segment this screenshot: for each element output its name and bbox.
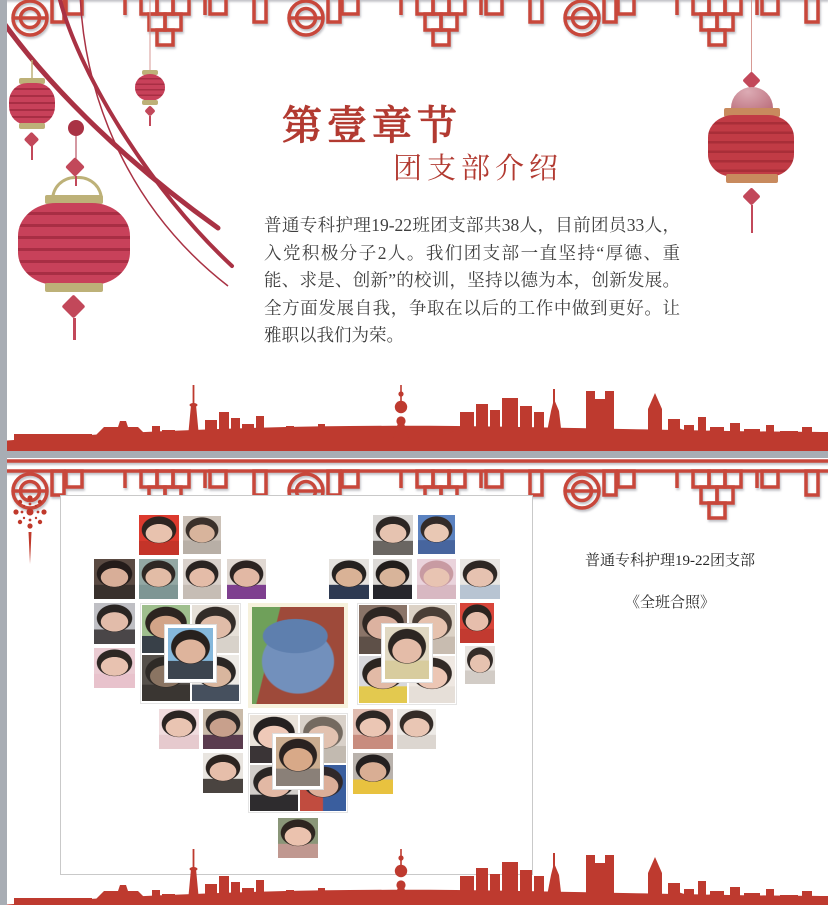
class-photo-collage [60,495,533,875]
collage-photo [373,515,413,555]
collage-photo [139,559,178,599]
knot-tail [75,176,77,186]
lantern-body [135,74,165,101]
photo-caption-subtitle: 《全班合照》 [624,595,715,611]
lantern-body [18,203,130,285]
collage-photo [203,709,243,749]
lantern-string [751,0,752,72]
chinese-knot-icon [24,132,40,148]
collage-photo [460,559,500,599]
collage-photo [382,624,432,682]
city-skyline-top [0,381,828,456]
collage-photo [397,709,436,749]
knot-tail [31,146,33,160]
lantern-body [9,83,55,125]
collage-photo [227,559,266,599]
collage-photo [353,709,393,749]
collage-photo [94,603,135,644]
lantern-body [708,115,794,177]
red-lantern-tiny-icon [135,70,165,124]
red-lantern-large-icon [18,176,130,342]
page-separator [0,451,828,458]
collage-photo [248,603,348,708]
ribbon-knot-dot [68,120,84,136]
city-skyline-bottom [0,845,828,905]
photo-caption-title: 普通专科护理19-22团支部 [585,553,755,569]
intro-paragraph: 普通专科护理19-22班团支部共38人，目前团员33人，入党积极分子2人。我们团支部一直坚持“厚德、重能、求是、创新”的校训，坚持以德为本，创新发展。全方面发展自我，争取在以后的工作中做到更好。让雅职以我们为荣。 [264,215,680,346]
lantern-cap [726,174,778,183]
chinese-knot-icon [61,294,85,318]
knot-tail [751,205,753,233]
red-lantern-small-icon [9,78,55,158]
collage-photo [373,559,412,599]
collage-photo [460,603,494,643]
collage-photo [139,515,179,555]
lantern-cap [19,123,45,129]
red-lantern-right-icon [700,70,806,240]
collage-photo [159,709,199,749]
left-gutter [0,0,7,905]
chinese-knot-icon [144,105,155,116]
section-title: 第壹章节 [282,104,462,148]
lantern-cap [142,100,158,105]
knot-tail [149,116,151,126]
collage-photo [273,734,323,789]
collage-photo [94,559,135,599]
collage-photo [183,516,221,554]
knot-tail [73,318,76,340]
collage-photo [165,625,216,682]
collage-photo [353,753,393,794]
collage-photo [417,559,456,599]
collage-photo [203,753,243,793]
collage-photo [465,646,495,684]
collage-photo [329,559,369,599]
firework-burst-icon [8,490,60,575]
lantern-cap [45,283,103,292]
collage-photo [94,648,135,688]
section-subtitle: 团支部介绍 [393,153,564,185]
collage-photo [418,515,455,554]
collage-photo [183,559,221,599]
chinese-knot-icon [742,187,760,205]
